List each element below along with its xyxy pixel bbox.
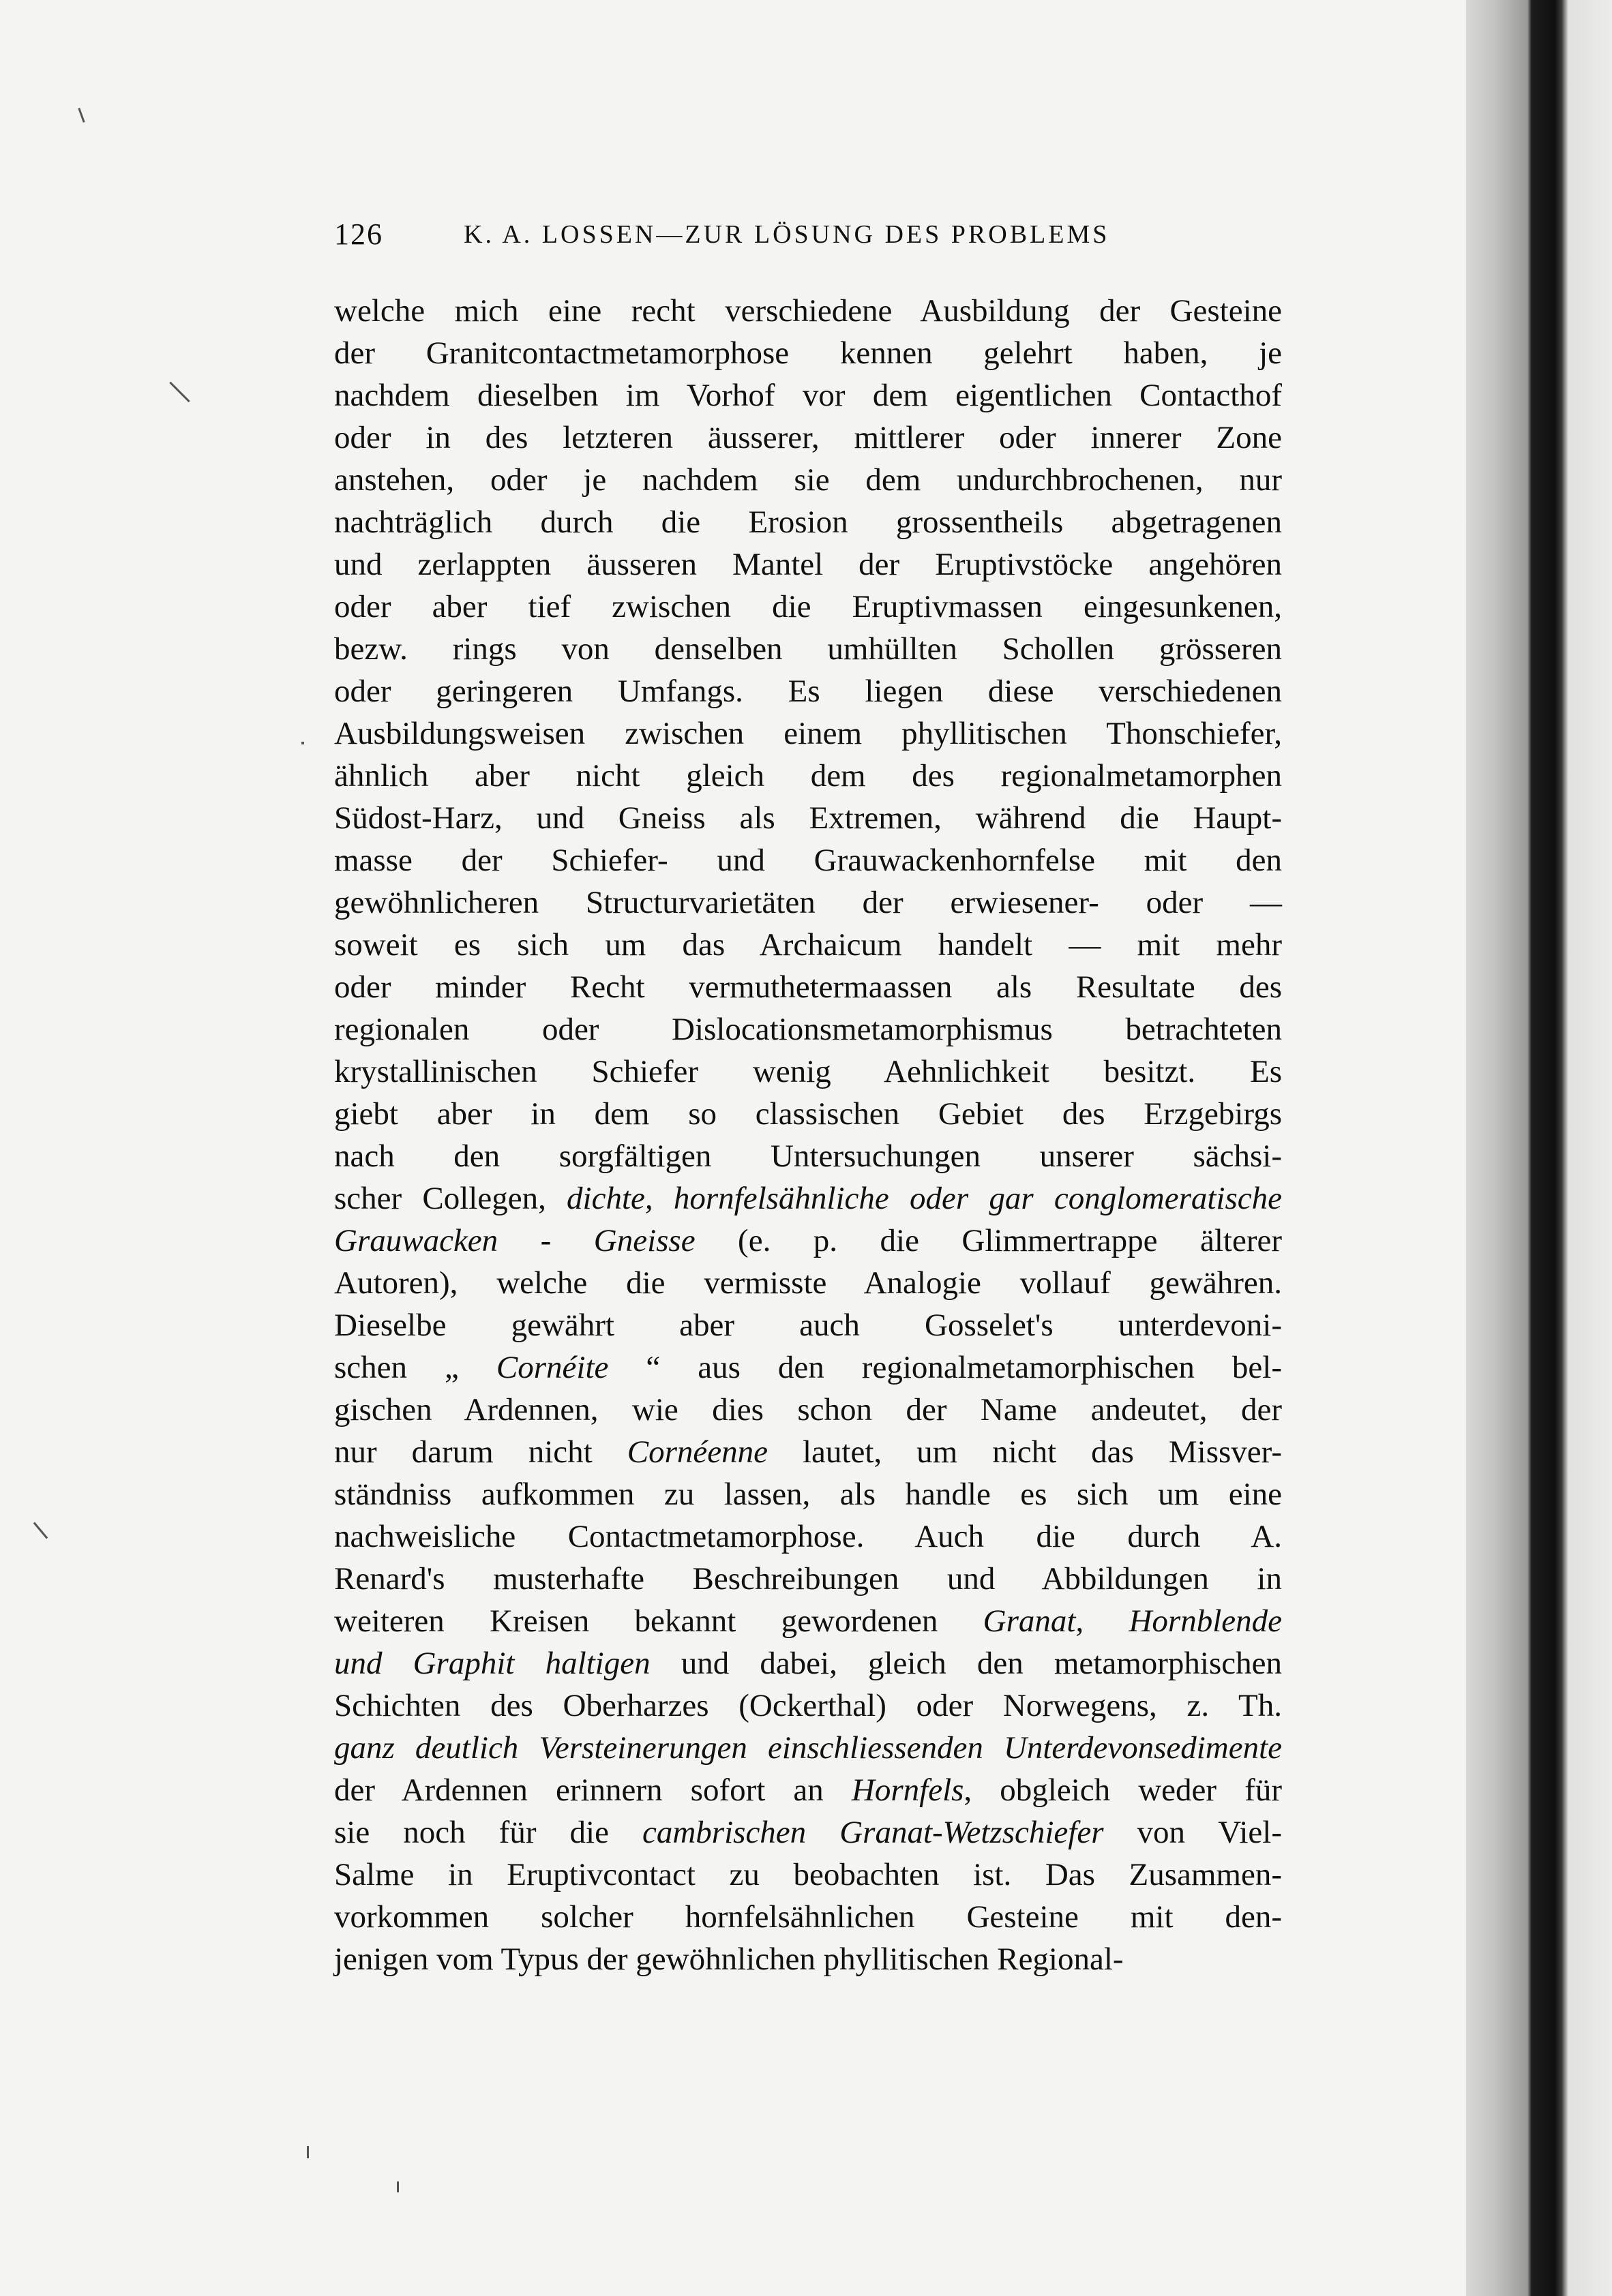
text-line xyxy=(334,1685,1282,1727)
text-run: Dieselbe gewährt aber auch Gosselet's unterdevoni- xyxy=(334,1308,1282,1343)
text-line xyxy=(334,1389,1282,1431)
text-run: von Viel- xyxy=(1103,1815,1282,1850)
text-run: regionalen oder Dislocationsmetamorphismus betrachteten xyxy=(334,1012,1282,1047)
text-line xyxy=(334,1727,1282,1769)
page-header xyxy=(334,217,1139,258)
text-run: oder in des letzteren äusserer, mittlerer oder innerer Zone xyxy=(334,420,1282,455)
text-line xyxy=(334,628,1282,670)
text-line xyxy=(334,712,1282,755)
text-line xyxy=(334,1515,1282,1558)
scan-speck xyxy=(169,382,190,402)
text-run: masse der Schiefer- und Grauwackenhornfelse mit den xyxy=(334,843,1282,878)
italic-text: Hornfels xyxy=(851,1772,964,1808)
text-line xyxy=(334,881,1282,924)
text-run: Südost-Harz, und Gneiss als Extremen, während die Haupt- xyxy=(334,800,1282,836)
text-line xyxy=(334,1600,1282,1642)
text-line xyxy=(334,1177,1282,1220)
text-line xyxy=(334,797,1282,839)
text-run: schen „ xyxy=(334,1350,496,1385)
text-run: nachweisliche Contactmetamorphose. Auch die durch A. xyxy=(334,1519,1282,1554)
text-line xyxy=(334,1262,1282,1304)
text-line xyxy=(334,543,1282,586)
text-line xyxy=(334,966,1282,1008)
scan-speck xyxy=(397,2181,399,2192)
text-line xyxy=(334,459,1282,501)
running-title: K. A. LOSSEN—ZUR LÖSUNG DES PROBLEMS xyxy=(464,220,1110,249)
text-run: oder geringeren Umfangs. Es liegen diese verschiedenen xyxy=(334,674,1282,709)
italic-text: Grauwacken - Gneisse xyxy=(334,1223,696,1258)
scan-speck xyxy=(33,1522,48,1539)
text-run: giebt aber in dem so classischen Gebiet des Erzgebirgs xyxy=(334,1096,1282,1132)
text-run: nachdem dieselben im Vorhof vor dem eigentlichen Contacthof xyxy=(334,378,1282,413)
italic-text: und Graphit haltigen xyxy=(334,1646,651,1681)
book-gutter-shadow xyxy=(1466,0,1612,2296)
text-run: nachträglich durch die Erosion grossentheils abgetragenen xyxy=(334,504,1282,540)
text-line xyxy=(334,1558,1282,1600)
text-run: und zerlappten äusseren Mantel der Eruptivstöcke angehören xyxy=(334,547,1282,582)
text-run: jenigen vom Typus der gewöhnlichen phyllitischen Regional- xyxy=(334,1942,1124,1977)
text-line xyxy=(334,1938,1282,1980)
text-run: ständniss aufkommen zu lassen, als handle es sich um eine xyxy=(334,1477,1282,1512)
text-run: oder aber tief zwischen die Eruptivmassen eingesunkenen, xyxy=(334,589,1282,624)
text-run: soweit es sich um das Archaicum handelt — mit mehr xyxy=(334,927,1282,963)
text-line xyxy=(334,1220,1282,1262)
text-line xyxy=(334,924,1282,966)
text-line xyxy=(334,1346,1282,1389)
text-line xyxy=(334,1051,1282,1093)
text-line xyxy=(334,1854,1282,1896)
text-line xyxy=(334,1769,1282,1811)
text-line xyxy=(334,586,1282,628)
text-run: Schichten des Oberharzes (Ockerthal) oder Norwegens, z. Th. xyxy=(334,1688,1282,1723)
text-run: sie noch für die xyxy=(334,1815,642,1850)
scan-speck xyxy=(307,2146,309,2158)
text-run: bezw. rings von denselben umhüllten Schollen grösseren xyxy=(334,631,1282,667)
italic-text: Cornéite xyxy=(496,1350,609,1385)
italic-text: Granat, Hornblende xyxy=(983,1603,1282,1639)
text-line xyxy=(334,1811,1282,1854)
text-run: Salme in Eruptivcontact zu beobachten ist. Das Zusammen- xyxy=(334,1857,1282,1892)
italic-text: cambrischen Granat-Wetzschiefer xyxy=(642,1815,1104,1850)
text-run: der Granitcontactmetamorphose kennen gelehrt haben, je xyxy=(334,335,1282,371)
text-run: nach den sorgfältigen Untersuchungen unserer sächsi- xyxy=(334,1138,1282,1174)
text-run: welche mich eine recht verschiedene Ausbildung der Gesteine xyxy=(334,293,1282,329)
text-line xyxy=(334,374,1282,417)
text-line xyxy=(334,332,1282,374)
text-line xyxy=(334,1642,1282,1685)
text-run: “ aus den regionalmetamorphischen bel- xyxy=(608,1350,1282,1385)
text-run: Autoren), welche die vermisste Analogie vollauf gewähren. xyxy=(334,1265,1282,1301)
text-line xyxy=(334,417,1282,459)
italic-text: Cornéenne xyxy=(627,1434,768,1470)
page-number: 126 xyxy=(334,217,383,251)
text-run: Renard's musterhafte Beschreibungen und Abbildungen in xyxy=(334,1561,1282,1597)
text-line xyxy=(334,501,1282,543)
scan-speck xyxy=(78,108,85,123)
text-line xyxy=(334,1093,1282,1135)
text-run: gewöhnlicheren Structurvarietäten der erwiesener- oder — xyxy=(334,885,1282,920)
text-run: der Ardennen erinnern sofort an xyxy=(334,1772,852,1808)
italic-text: dichte, hornfelsähnliche oder gar conglomeratische xyxy=(567,1181,1282,1216)
text-line xyxy=(334,1431,1282,1473)
text-run: (e. p. die Glimmertrappe älterer xyxy=(695,1223,1282,1258)
text-run: ähnlich aber nicht gleich dem des regionalmetamorphen xyxy=(334,758,1282,794)
text-run: vorkommen solcher hornfelsähnlichen Gesteine mit den- xyxy=(334,1899,1282,1935)
text-line xyxy=(334,1473,1282,1515)
body-text xyxy=(334,290,1282,1980)
text-run: scher Collegen, xyxy=(334,1181,567,1216)
text-run: krystallinischen Schiefer wenig Aehnlichkeit besitzt. Es xyxy=(334,1054,1282,1089)
text-line xyxy=(334,670,1282,712)
text-run: anstehen, oder je nachdem sie dem undurchbrochenen, nur xyxy=(334,462,1282,498)
text-line xyxy=(334,1008,1282,1051)
italic-text: ganz deutlich Versteinerungen einschliessenden Unterdevonsedimente xyxy=(334,1730,1282,1766)
text-line xyxy=(334,290,1282,332)
text-run: weiteren Kreisen bekannt gewordenen xyxy=(334,1603,983,1639)
text-run: lautet, um nicht das Missver- xyxy=(767,1434,1282,1470)
text-line xyxy=(334,1135,1282,1177)
text-run: und dabei, gleich den metamorphischen xyxy=(650,1646,1282,1681)
text-run: gischen Ardennen, wie dies schon der Name andeutet, der xyxy=(334,1392,1282,1428)
text-run: Ausbildungsweisen zwischen einem phyllitischen Thonschiefer, xyxy=(334,716,1282,751)
text-run: nur darum nicht xyxy=(334,1434,627,1470)
text-line xyxy=(334,755,1282,797)
text-line xyxy=(334,839,1282,881)
scan-speck xyxy=(301,742,304,744)
text-run: oder minder Recht vermuthetermaassen als Resultate des xyxy=(334,969,1282,1005)
text-line xyxy=(334,1896,1282,1938)
text-line xyxy=(334,1304,1282,1346)
text-run: , obgleich weder für xyxy=(964,1772,1282,1808)
